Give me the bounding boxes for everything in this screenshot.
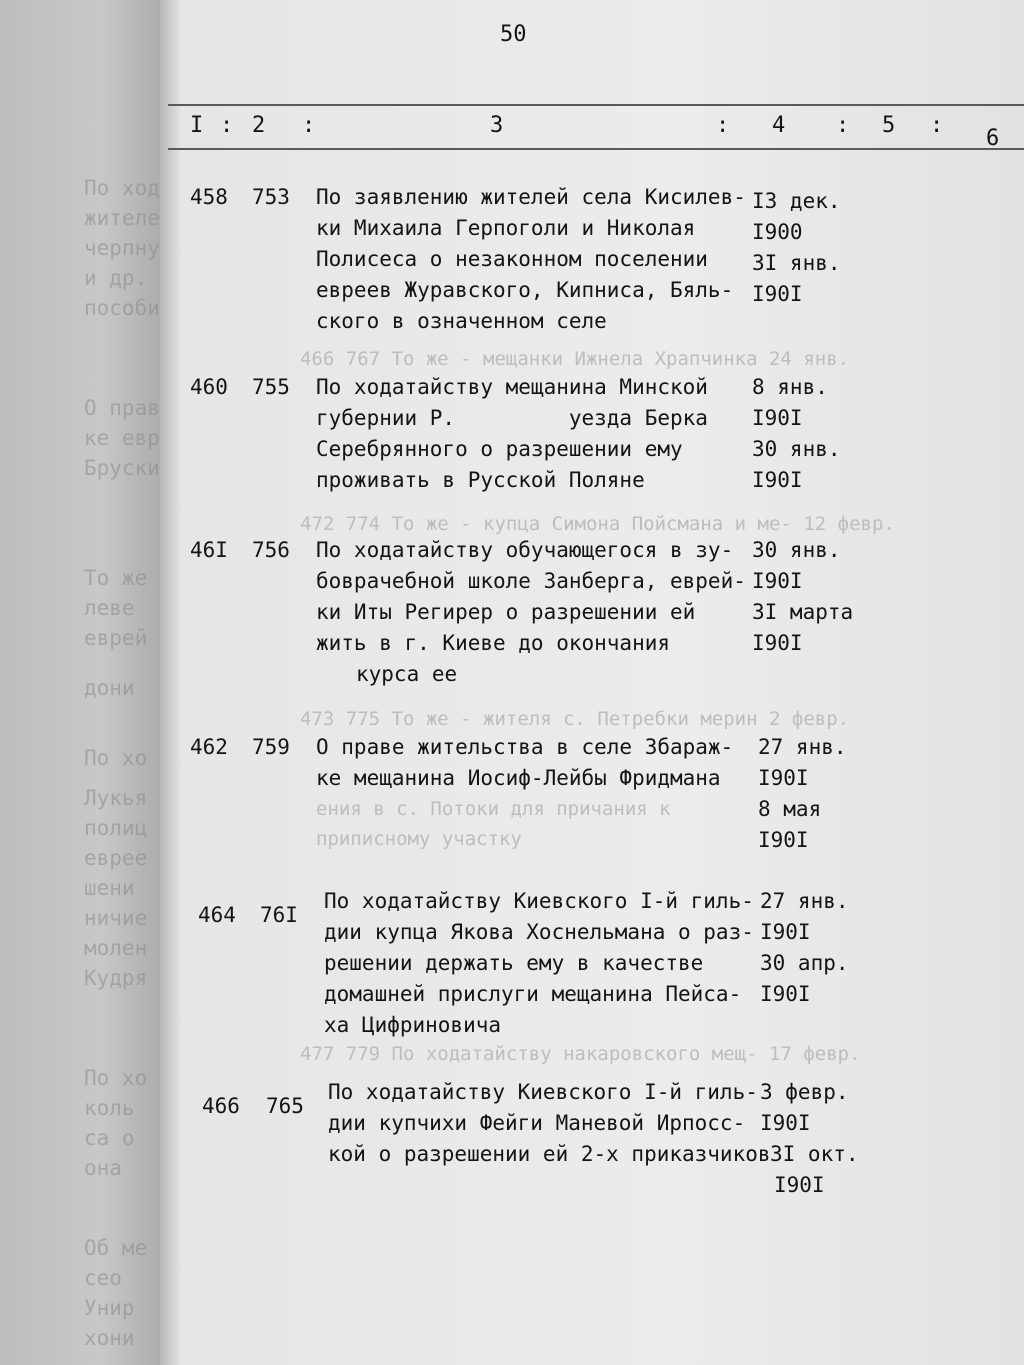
entry-number: 458: [190, 185, 228, 209]
facing-page-text: Об ме: [84, 1236, 148, 1260]
facing-page-text: жителе: [84, 206, 160, 230]
case-description: [328, 1077, 771, 1170]
date-line: 30 янв.: [752, 538, 841, 562]
date-line: I900: [752, 220, 803, 244]
case-number: 765: [266, 1094, 304, 1118]
description-line: решении держать ему в качестве: [324, 951, 704, 975]
date-line: I90I: [752, 569, 803, 593]
description-line: Серебрянного о разрешении ему: [316, 437, 683, 461]
bleed-through-text: 477 779 По ходатайству накаровского мещ- 17 февр.: [300, 1043, 861, 1065]
description-line: евреев Журавского, Кипниса, Бяль-: [316, 278, 734, 302]
description-line: По ходатайству мещанина Минской: [316, 375, 708, 399]
entry-number: 464: [198, 903, 236, 927]
date-line: I90I: [760, 982, 811, 1006]
case-dates: [752, 372, 841, 496]
case-description: [316, 732, 733, 794]
case-description: [316, 372, 708, 496]
description-line: По ходатайству Киевского I-й гиль-: [328, 1080, 758, 1104]
entry-number: 462: [190, 735, 228, 759]
facing-page-text: Унир: [84, 1296, 135, 1320]
column-header-3: 3: [490, 113, 504, 138]
column-header-2: 2: [252, 113, 266, 138]
description-line: проживать в Русской Поляне: [316, 468, 645, 492]
date-line: I90I: [752, 468, 803, 492]
column-header-6: 6: [986, 126, 1000, 151]
column-header-1: I: [190, 113, 204, 138]
case-number: 753: [252, 185, 290, 209]
entry-number: 46I: [190, 538, 228, 562]
description-line: боврачебной школе Занберга, еврей-: [316, 569, 746, 593]
description-line: курса ее: [356, 662, 458, 686]
column-separator: :: [716, 113, 730, 138]
date-line: 3 февр.: [760, 1080, 849, 1104]
case-number: 76I: [260, 903, 298, 927]
case-number: 759: [252, 735, 290, 759]
facing-page-text: дони: [84, 676, 135, 700]
column-separator: :: [220, 113, 234, 138]
date-line: 3I янв.: [752, 251, 841, 275]
description-line: ского в означенном селе: [316, 309, 607, 333]
facing-page-text: По ход: [84, 176, 160, 200]
facing-page-text: она: [84, 1156, 122, 1180]
facing-page-text: хони: [84, 1326, 135, 1350]
date-line: I90I: [760, 920, 811, 944]
header-bottom-rule: [168, 148, 1024, 150]
date-line: 27 янв.: [760, 889, 849, 913]
column-header-4: 4: [772, 113, 786, 138]
date-line: 8 янв.: [752, 375, 828, 399]
case-dates: [752, 186, 841, 310]
case-dates: [760, 886, 849, 1010]
column-separator: :: [836, 113, 850, 138]
facing-page-text: О прав: [84, 396, 160, 420]
date-line: I90I: [760, 1111, 811, 1135]
date-line: I90I: [774, 1173, 825, 1197]
page-number: 50: [500, 22, 527, 47]
bleed-through-text: 473 775 То же - жителя с. Петребки мерин 2 февр.: [300, 708, 850, 730]
facing-page-text: коль: [84, 1096, 135, 1120]
case-description: [316, 182, 746, 337]
date-line: I90I: [752, 282, 803, 306]
facing-page-text: молен: [84, 936, 148, 960]
description-line: дии купца Якова Хоснельмана о раз-: [324, 920, 754, 944]
facing-page-text: ке евр: [84, 426, 160, 450]
bleed-through-text: 472 774 То же - купца Симона Пойсмана и ме- 12 февр.: [300, 513, 895, 535]
date-line: 30 апр.: [760, 951, 849, 975]
date-line: 3I окт.: [770, 1142, 859, 1166]
column-separator: :: [302, 113, 316, 138]
description-line: ки Михаила Герпоголи и Николая: [316, 216, 696, 240]
facing-page-text: ничие: [84, 906, 148, 930]
facing-page-text: полиц: [84, 816, 148, 840]
case-number: 756: [252, 538, 290, 562]
description-line: кой о разрешении ей 2-х приказчиков: [328, 1142, 771, 1166]
facing-page-text: са о: [84, 1126, 135, 1150]
bleed-through-text: ения в с. Потоки для причания к: [316, 798, 671, 820]
description-line: По ходатайству Киевского I-й гиль-: [324, 889, 754, 913]
facing-page-text: черпну: [84, 236, 160, 260]
case-description: [316, 535, 746, 690]
facing-page-text: еврей: [84, 626, 148, 650]
facing-page-text: сео: [84, 1266, 122, 1290]
case-dates: [758, 732, 847, 856]
description-line: домашней прислуги мещанина Пейса-: [324, 982, 742, 1006]
description-line: По ходатайству обучающегося в зу-: [316, 538, 734, 562]
header-top-rule: [168, 104, 1024, 106]
facing-page-text: Лукья: [84, 786, 148, 810]
facing-page-text: леве: [84, 596, 135, 620]
date-line: 30 янв.: [752, 437, 841, 461]
date-line: I90I: [758, 828, 809, 852]
facing-page-text: еврее: [84, 846, 148, 870]
case-dates: [752, 535, 853, 659]
date-line: 8 мая: [758, 797, 822, 821]
case-dates: [760, 1077, 859, 1201]
date-line: I3 дек.: [752, 189, 841, 213]
facing-page-text: По хо: [84, 1066, 148, 1090]
facing-page-text: По хо: [84, 746, 148, 770]
entry-number: 460: [190, 375, 228, 399]
entry-number: 466: [202, 1094, 240, 1118]
description-line: губернии Р. уезда Берка: [316, 406, 708, 430]
column-header-5: 5: [882, 113, 896, 138]
date-line: 3I марта: [752, 600, 854, 624]
date-line: 27 янв.: [758, 735, 847, 759]
date-line: I90I: [752, 631, 803, 655]
case-description: [324, 886, 754, 1041]
date-line: I90I: [758, 766, 809, 790]
facing-page: [0, 0, 168, 1365]
date-line: I90I: [752, 406, 803, 430]
description-line: Полисеса о незаконном поселении: [316, 247, 708, 271]
facing-page-text: пособи: [84, 296, 160, 320]
bleed-through-text: 466 767 То же - мещанки Ижнела Храпчинка 24 янв.: [300, 348, 850, 370]
case-number: 755: [252, 375, 290, 399]
facing-page-text: шени: [84, 876, 135, 900]
facing-page-text: Бруски: [84, 456, 160, 480]
description-line: О праве жительства в селе Збараж-: [316, 735, 734, 759]
description-line: По заявлению жителей села Кисилев-: [316, 185, 746, 209]
facing-page-text: и др.: [84, 266, 148, 290]
description-line: дии купчихи Фейги Маневой Ирпосс-: [328, 1111, 746, 1135]
column-separator: :: [930, 113, 944, 138]
facing-page-text: То же: [84, 566, 148, 590]
bleed-through-text: приписному участку: [316, 828, 522, 850]
description-line: жить в г. Киеве до окончания: [316, 631, 671, 655]
description-line: ха Цифриновича: [324, 1013, 502, 1037]
facing-page-text: Кудря: [84, 966, 148, 990]
description-line: ки Иты Регирер о разрешении ей: [316, 600, 696, 624]
description-line: ке мещанина Иосиф-Лейбы Фридмана: [316, 766, 721, 790]
